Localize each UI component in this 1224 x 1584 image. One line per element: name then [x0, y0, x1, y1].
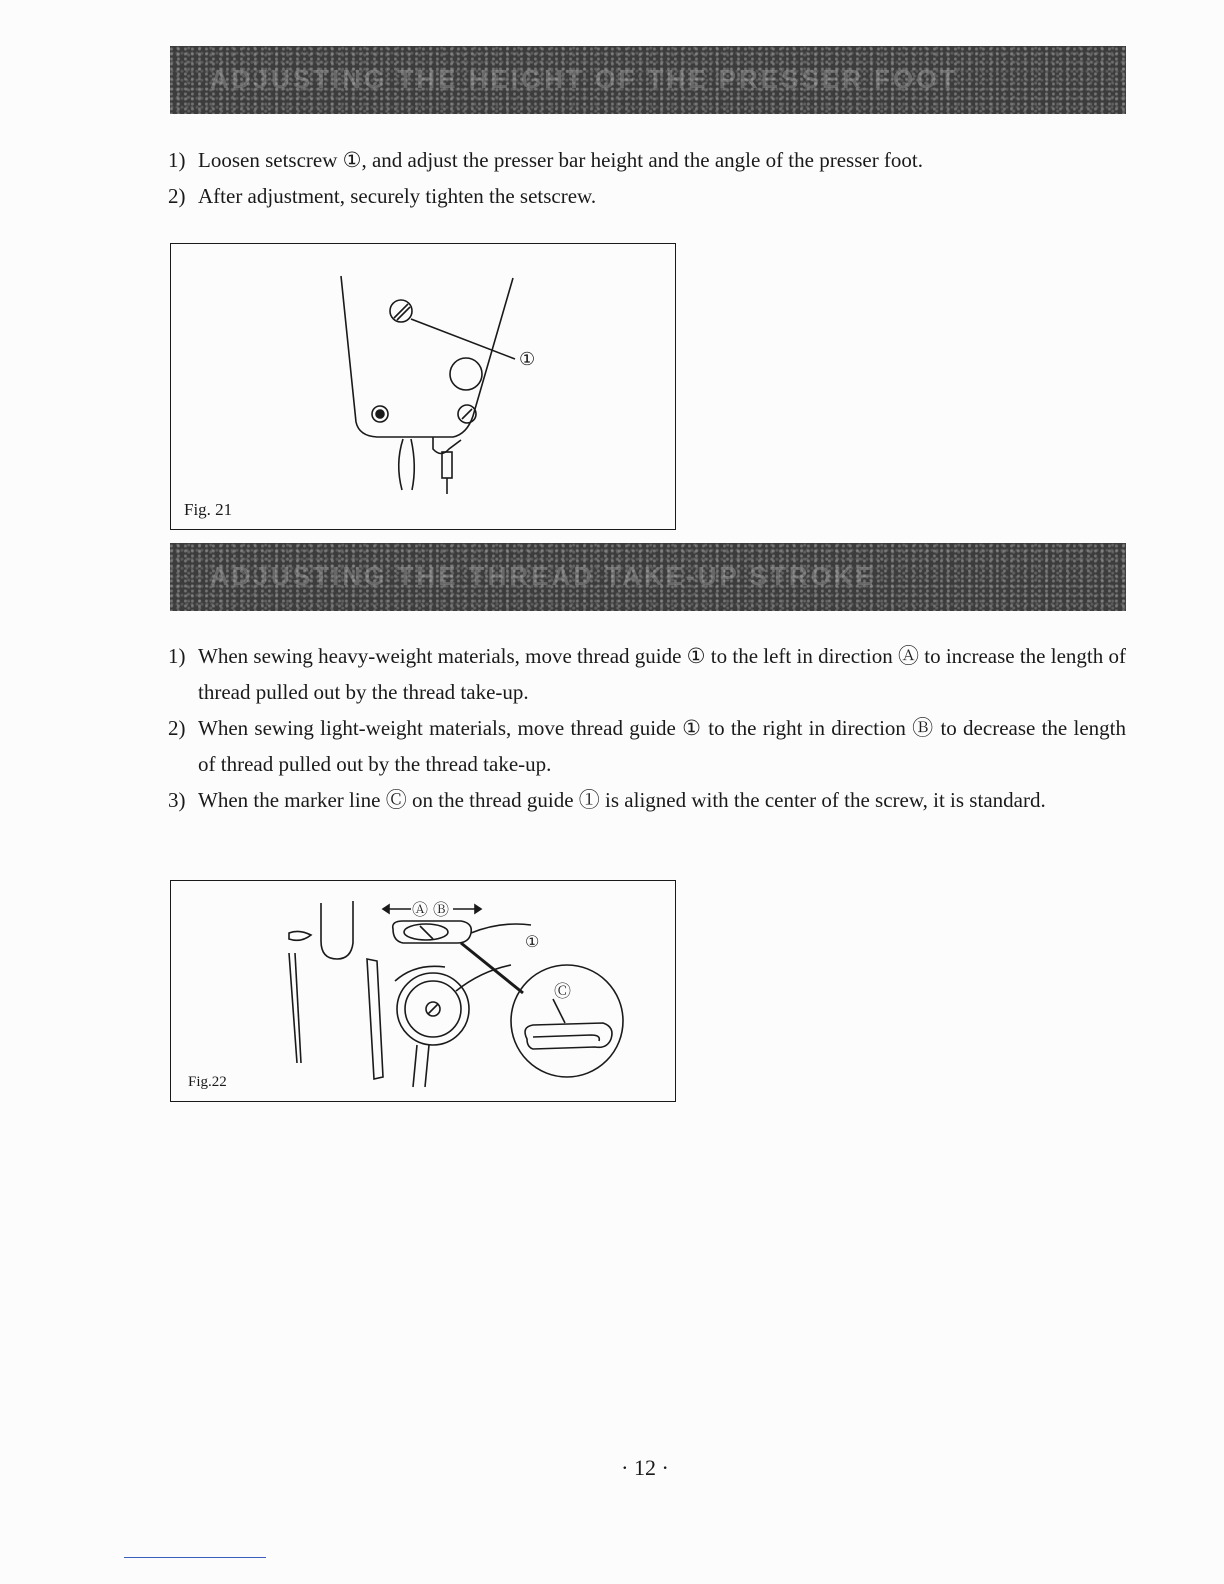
step-number: 1) — [168, 644, 186, 668]
step-number: 1) — [168, 148, 186, 172]
figure-22-drawing — [171, 881, 675, 1101]
section2-steps — [168, 638, 1126, 818]
section1-banner — [170, 46, 1126, 114]
section2-title: ADJUSTING THE THREAD TAKE-UP STROKE — [210, 561, 876, 591]
step-number: 3) — [168, 788, 186, 812]
step-text: After adjustment, securely tighten the setscrew. — [198, 184, 597, 208]
section1-title: ADJUSTING THE HEIGHT OF THE PRESSER FOOT — [210, 64, 959, 94]
needle-clamp — [442, 452, 452, 478]
step-text: Loosen setscrew ①, and adjust the presser bar height and the angle of the presser foot. — [198, 148, 924, 172]
magnify-pointer — [461, 943, 523, 993]
section1-steps — [168, 142, 1126, 214]
callout-1-label: ① — [519, 349, 536, 370]
figure-21 — [170, 243, 676, 530]
footer-rule — [124, 1557, 266, 1558]
figure-22 — [170, 880, 676, 1102]
machine-arm-outline — [341, 276, 513, 437]
step-text: When sewing light-weight materials, move thread guide ① to the right in direction Ⓑ to decrease the length of thread pulled out by the thread take-up. — [198, 716, 1126, 776]
step-text: When sewing heavy-weight materials, move thread guide ① to the left in direction Ⓐ to increase the length of thread pulled out by the thread take-up. — [198, 644, 1126, 704]
direction-b-label: Ⓑ — [433, 900, 450, 919]
presser-bar — [399, 439, 415, 490]
list-item — [168, 638, 1126, 710]
thread-bar — [367, 959, 383, 1079]
step-number: 2) — [168, 184, 186, 208]
figure-21-drawing — [171, 244, 675, 529]
list-item — [168, 782, 1126, 818]
direction-a-label: Ⓐ — [412, 900, 429, 919]
step-text: When the marker line Ⓒ on the thread guide ① is aligned with the center of the screw, it is standard. — [198, 788, 1046, 812]
hole-shape — [450, 358, 482, 390]
callout-1-label: ① — [525, 932, 540, 951]
figure-22-label: Fig.22 — [188, 1074, 227, 1090]
marker-line — [553, 999, 565, 1023]
list-item — [168, 710, 1126, 782]
take-up-lever — [321, 901, 353, 959]
list-item — [168, 178, 1126, 214]
figure-21-label: Fig. 21 — [184, 500, 233, 519]
marker-c-label: Ⓒ — [554, 982, 571, 1002]
section2-banner — [170, 543, 1126, 611]
list-item — [168, 142, 1126, 178]
page-number: · 12 · — [621, 1455, 669, 1480]
presser-foot — [433, 437, 461, 454]
guide-leader — [471, 924, 531, 933]
hook-part — [289, 931, 311, 940]
step-number: 2) — [168, 716, 186, 740]
